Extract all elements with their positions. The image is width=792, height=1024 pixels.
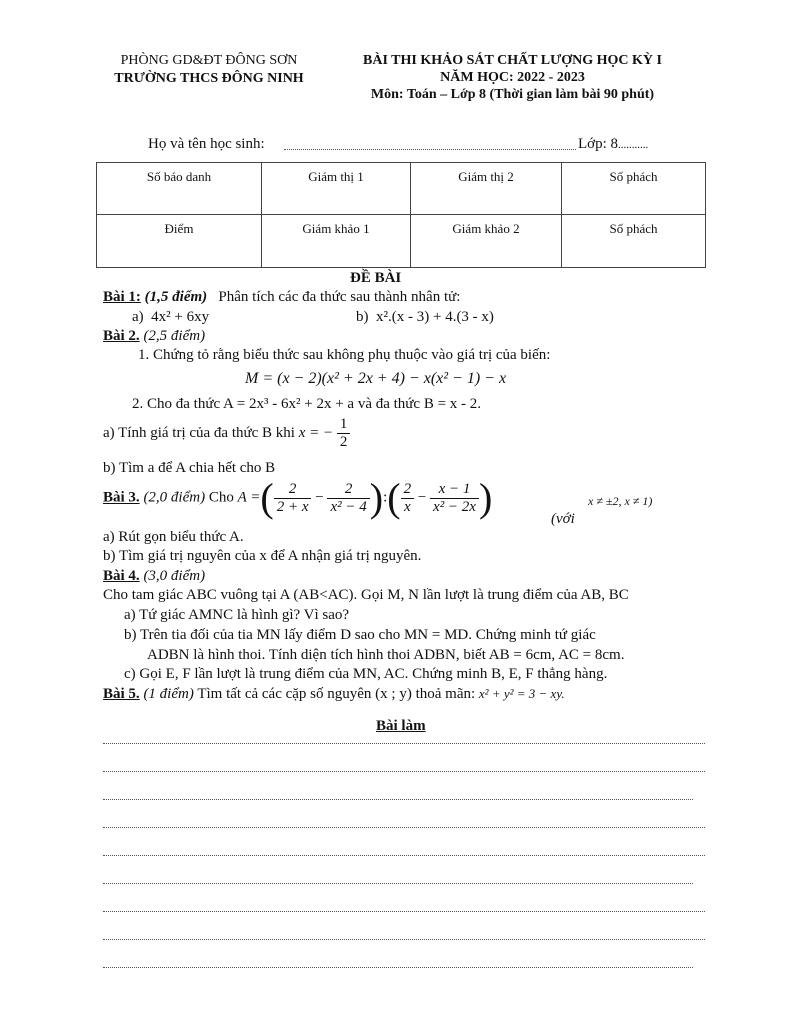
bai3-a: a) Rút gọn biểu thức A. — [103, 529, 244, 545]
answer-line[interactable] — [103, 827, 705, 828]
cell-so-phach-1: Số phách — [562, 163, 706, 215]
answer-title: Bài làm — [376, 718, 426, 734]
bai3-condition: x ≠ ±2, x ≠ 1) — [588, 494, 653, 508]
bai3-condition-voi: (với — [551, 511, 575, 527]
cell-giam-thi-2: Giám thị 2 — [411, 163, 562, 215]
answer-line[interactable] — [103, 939, 705, 940]
bai2-q2: 2. Cho đa thức A = 2x³ - 6x² + 2x + a và đa thức B = x - 2. — [132, 396, 482, 412]
exam-year: NĂM HỌC: 2022 - 2023 — [440, 70, 585, 85]
cell-giam-khao-2: Giám khảo 2 — [411, 215, 562, 268]
bai3-b: b) Tìm giá trị nguyên của x để A nhận giá trị nguyên. — [103, 548, 422, 564]
cell-so-phach-2: Số phách — [562, 215, 706, 268]
answer-line[interactable] — [103, 883, 693, 884]
answer-line[interactable] — [103, 967, 693, 968]
answer-line[interactable] — [103, 799, 693, 800]
bai1-heading: Bài 1: (1,5 điểm) Phân tích các đa thức sau thành nhân tử: — [103, 289, 461, 305]
bai4-b1: b) Trên tia đối của tia MN lấy điểm D sao cho MN = MD. Chứng minh tứ giác — [124, 627, 596, 643]
exam-heading: ĐỀ BÀI — [350, 270, 402, 286]
info-table — [96, 162, 706, 268]
dept-name: PHÒNG GD&ĐT ĐÔNG SƠN — [120, 53, 298, 68]
bai4-heading: Bài 4. (3,0 điểm) — [103, 568, 206, 584]
bai2-qa: a) Tính giá trị của đa thức B khi x = − $\frac{1}{2}$ — [103, 416, 350, 451]
class-label: Lớp: 8 — [578, 136, 619, 152]
answer-line[interactable] — [103, 743, 705, 744]
bai4-b2: ADBN là hình thoi. Tính diện tích hình thoi ADBN, biết AB = 6cm, AC = 8cm. — [147, 647, 625, 663]
student-name-label: Họ và tên học sinh: — [148, 136, 265, 152]
answer-line[interactable] — [103, 855, 705, 856]
answer-line[interactable] — [103, 911, 705, 912]
bai2-heading: Bài 2. (2,5 điểm) — [103, 328, 206, 344]
bai4-c: c) Gọi E, F lần lượt là trung điểm của MN, AC. Chứng minh B, E, F thẳng hàng. — [124, 666, 608, 682]
bai2-q1: 1. Chứng tỏ rằng biểu thức sau không phụ thuộc vào giá trị của biến: — [138, 347, 551, 363]
bai1-a: a) 4x² + 6xy — [132, 309, 210, 325]
bai1-b: b) x².(x - 3) + 4.(3 - x) — [356, 309, 494, 325]
class-dots[interactable]: ........... — [618, 139, 649, 151]
bai2-formula: M = (x − 2)(x² + 2x + 4) − x(x² − 1) − x — [245, 370, 507, 387]
bai3-formula: Bài 3. (2,0 điểm) Cho A =( $\frac{2}{2 + x}$ − $\frac{2}{\text{x² − 4}}$ ):( $\frac{2}{x}$ − $\frac{x - 1}{\text{x² − 2x}}$ ) — [103, 475, 493, 520]
bai2-qb: b) Tìm a để A chia hết cho B — [103, 460, 276, 476]
fraction-half: $\frac{1}{2}$ — [337, 416, 351, 451]
bai4-intro: Cho tam giác ABC vuông tại A (AB<AC). Gọi M, N lần lượt là trung điểm của AB, BC — [103, 587, 629, 603]
exam-subject: Môn: Toán – Lớp 8 (Thời gian làm bài 90 phút) — [370, 87, 655, 102]
bai5: Bài 5. (1 điểm) Tìm tất cả các cặp số nguyên (x ; y) thoả mãn: x² + y² = 3 − xy. — [103, 686, 565, 702]
cell-giam-khao-1: Giám khảo 1 — [262, 215, 411, 268]
answer-line[interactable] — [103, 771, 705, 772]
school-name: TRƯỜNG THCS ĐÔNG NINH — [114, 71, 304, 86]
exam-title: BÀI THI KHẢO SÁT CHẤT LƯỢNG HỌC KỲ I — [363, 53, 662, 68]
cell-giam-thi-1: Giám thị 1 — [262, 163, 411, 215]
bai4-a: a) Tứ giác AMNC là hình gì? Vì sao? — [124, 607, 350, 623]
cell-diem: Điểm — [97, 215, 262, 268]
cell-so-bao-danh: Số báo danh — [97, 163, 262, 215]
student-name-field[interactable] — [284, 149, 576, 150]
